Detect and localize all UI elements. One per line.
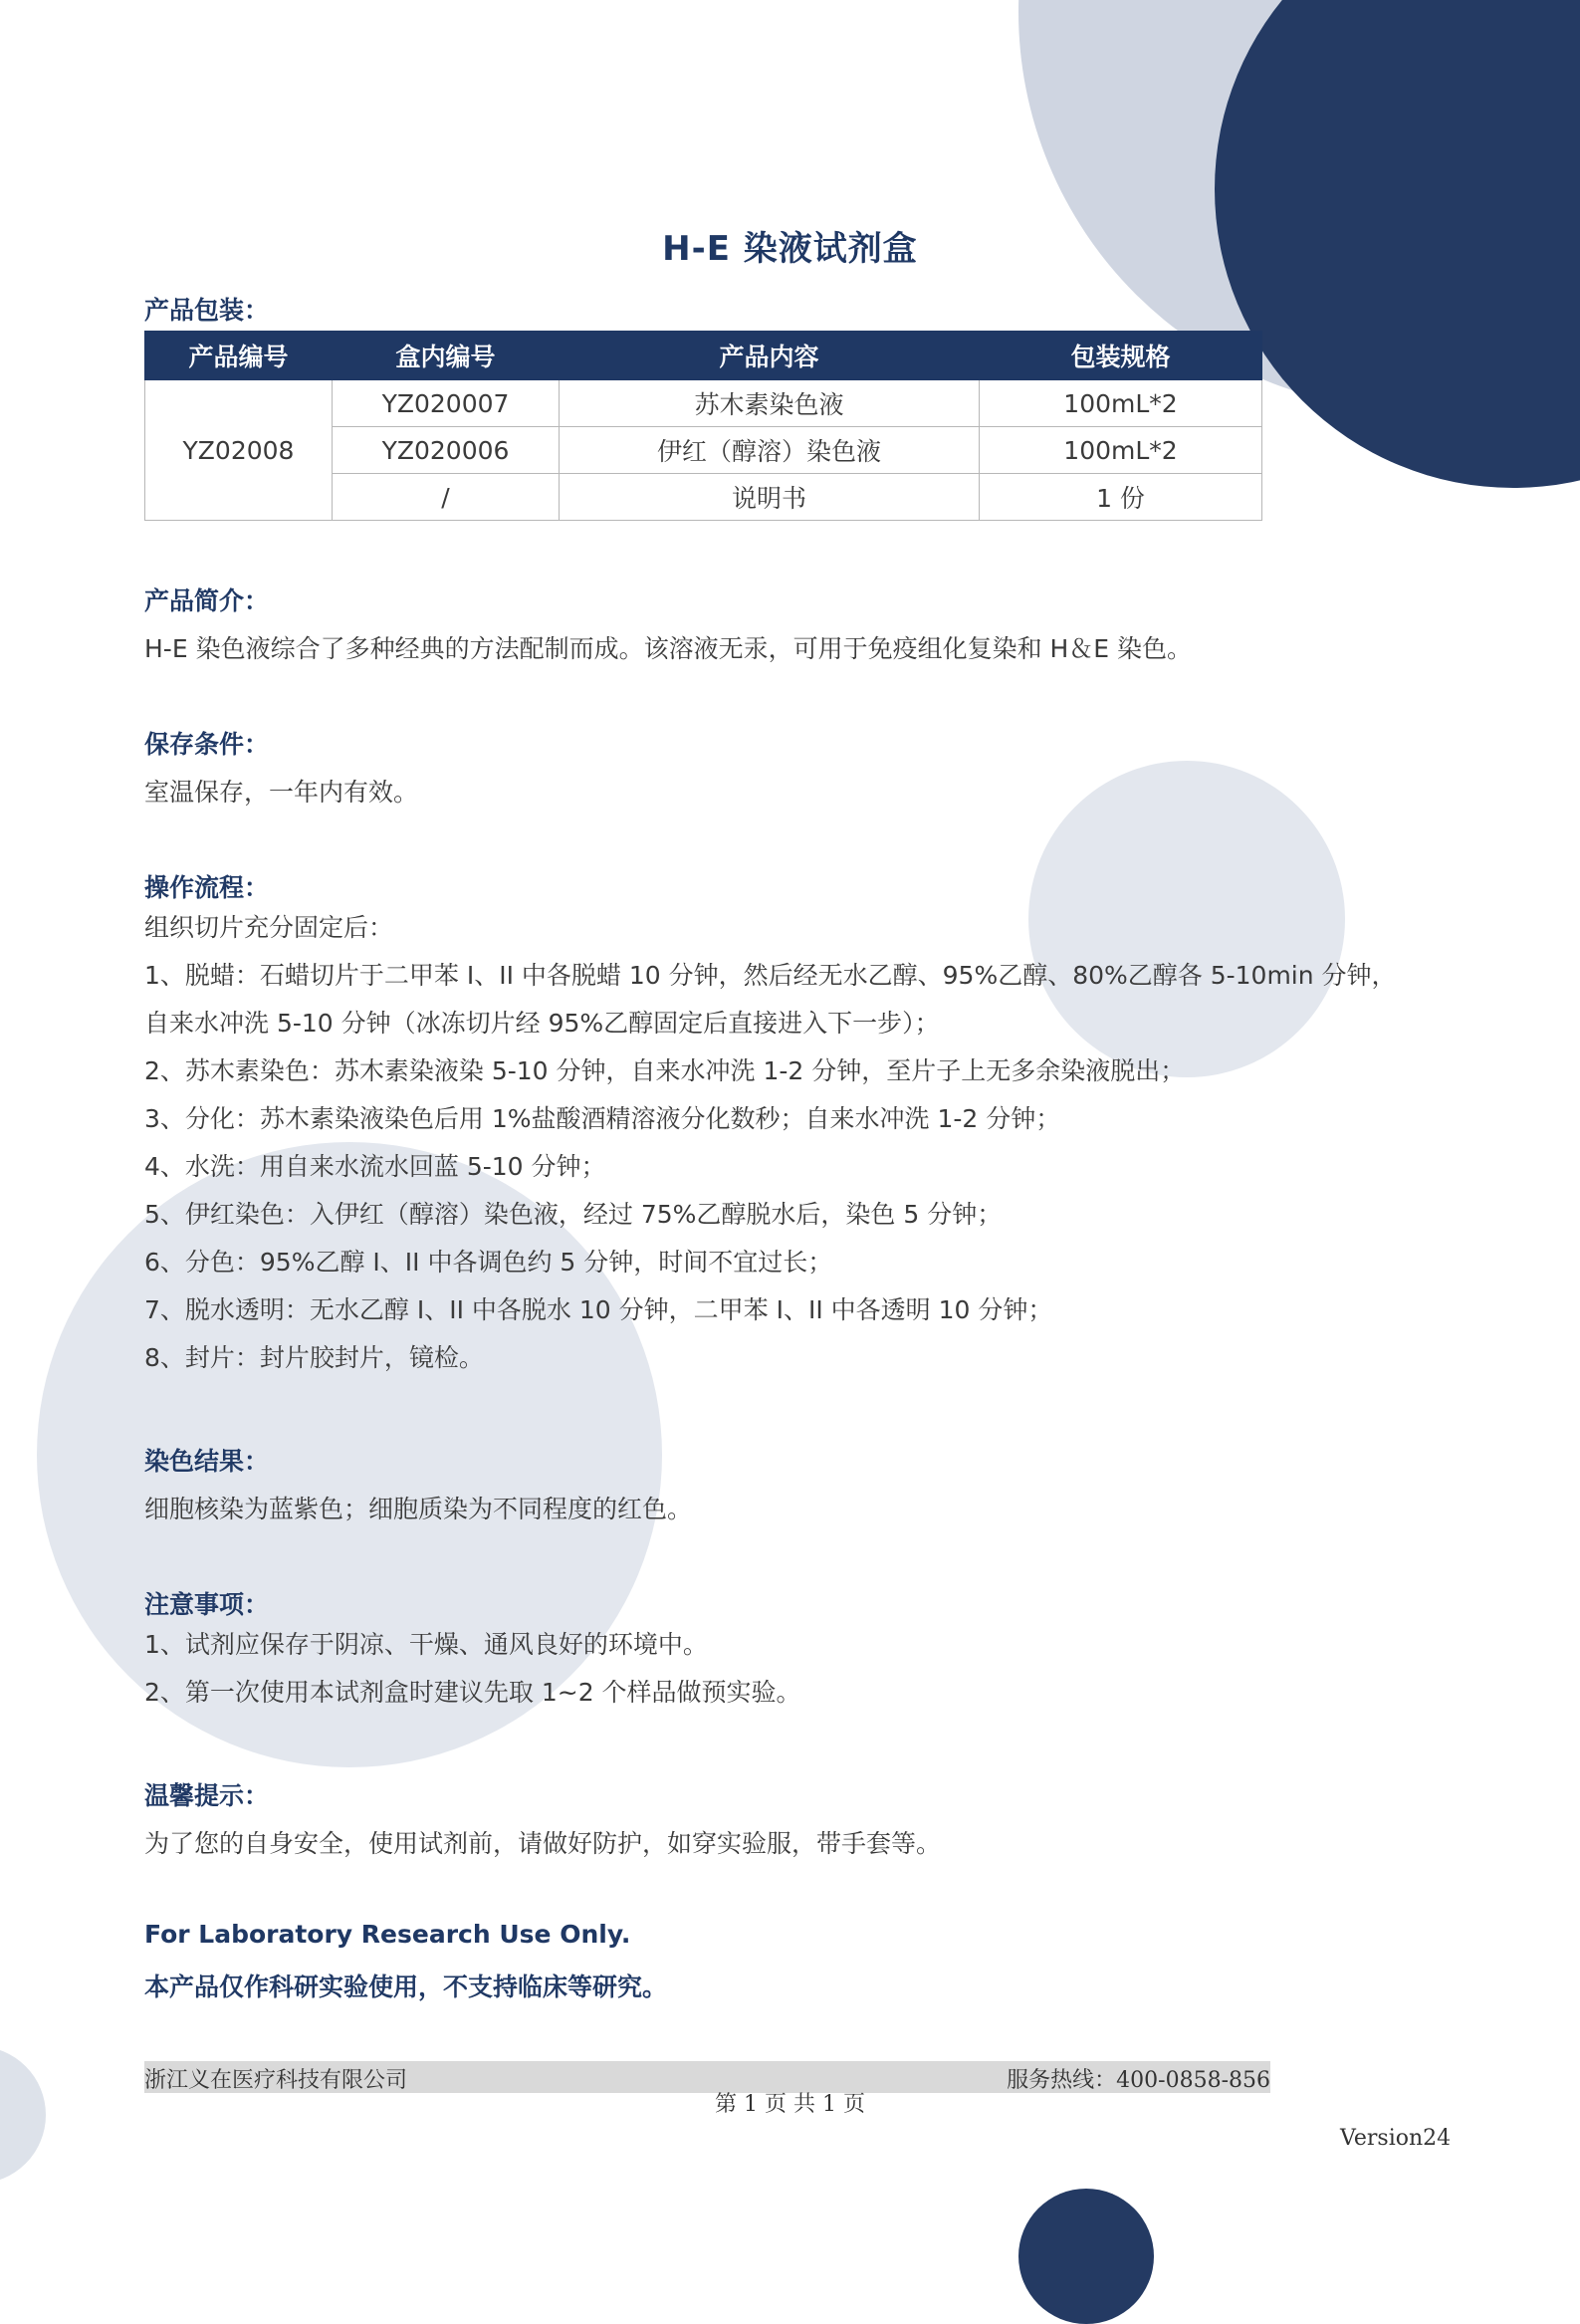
storage-text: 室温保存，一年内有效。: [144, 778, 419, 807]
procedure-steps: [144, 904, 1397, 1382]
company-name: 浙江义在医疗科技有限公司: [144, 2068, 408, 2093]
service-hotline: 服务热线：400-0858-856: [1007, 2068, 1270, 2093]
notes-list: [144, 1621, 801, 1717]
result-heading: 染色结果：: [144, 1447, 270, 1476]
list-item: 3、分化：苏木素染液染色后用 1%盐酸酒精溶液分化数秒；自来水冲洗 1-2 分钟；: [144, 1104, 1061, 1133]
result-text: 细胞核染为蓝紫色；细胞质染为不同程度的红色。: [144, 1495, 693, 1523]
box-code-cell: /: [333, 474, 560, 521]
tips-text: 为了您的自身安全，使用试剂前，请做好防护，如穿实验服，带手套等。: [144, 1829, 942, 1858]
column-header: 包装规格: [980, 332, 1262, 380]
spec-cell: 100mL*2: [980, 380, 1262, 427]
content-cell: 苏木素染色液: [560, 380, 980, 427]
disclaimer-en: For Laboratory Research Use Only.: [144, 1920, 631, 1949]
spec-cell: 1 份: [980, 474, 1262, 521]
column-header: 产品内容: [560, 332, 980, 380]
list-item: 1、试剂应保存于阴凉、干燥、通风良好的环境中。: [144, 1630, 708, 1659]
content-cell: 伊红（醇溶）染色液: [560, 427, 980, 474]
column-header: 盒内编号: [333, 332, 560, 380]
list-item: 2、第一次使用本试剂盒时建议先取 1~2 个样品做预实验。: [144, 1678, 801, 1707]
packaging-heading: 产品包装：: [144, 296, 270, 325]
procedure-heading: 操作流程：: [144, 873, 270, 902]
decorative-circle-dark: [1018, 2189, 1154, 2324]
intro-text: H-E 染色液综合了多种经典的方法配制而成。该溶液无汞，可用于免疫组化复染和 H＆E 染色。: [144, 634, 1193, 663]
list-item: 8、封片：封片胶封片，镜检。: [144, 1343, 484, 1372]
storage-heading: 保存条件：: [144, 730, 270, 759]
page-number: 第 1 页 共 1 页: [715, 2092, 865, 2117]
box-code-cell: YZ020006: [333, 427, 560, 474]
document-title: H-E 染液试剂盒: [662, 229, 918, 269]
product-code-cell: YZ02008: [145, 380, 333, 521]
notes-heading: 注意事项：: [144, 1590, 270, 1619]
list-item: 自来水冲洗 5-10 分钟（冰冻切片经 95%乙醇固定后直接进入下一步）；: [144, 1009, 940, 1038]
version-label: Version24: [1340, 2126, 1452, 2151]
table-row: [145, 380, 1262, 427]
list-item: 1、脱蜡：石蜡切片于二甲苯 I、II 中各脱蜡 10 分钟，然后经无水乙醇、95%乙醇、80%乙醇各 5-10min 分钟，: [144, 961, 1397, 990]
list-item: 5、伊红染色：入伊红（醇溶）染色液，经过 75%乙醇脱水后，染色 5 分钟；: [144, 1200, 1003, 1229]
tips-heading: 温馨提示：: [144, 1781, 270, 1810]
box-code-cell: YZ020007: [333, 380, 560, 427]
spec-cell: 100mL*2: [980, 427, 1262, 474]
intro-heading: 产品简介：: [144, 586, 270, 615]
disclaimer-zh: 本产品仅作科研实验使用，不支持临床等研究。: [144, 1973, 668, 2001]
content-cell: 说明书: [560, 474, 980, 521]
table-header-row: [145, 332, 1262, 380]
list-item: 6、分色：95%乙醇 I、II 中各调色约 5 分钟，时间不宜过长；: [144, 1248, 833, 1277]
packaging-table: [144, 331, 1262, 521]
list-item: 7、脱水透明：无水乙醇 I、II 中各脱水 10 分钟，二甲苯 I、II 中各透明 10 分钟；: [144, 1295, 1053, 1324]
list-item: 4、水洗：用自来水流水回蓝 5-10 分钟；: [144, 1152, 606, 1181]
column-header: 产品编号: [145, 332, 333, 380]
list-item: 组织切片充分固定后：: [144, 913, 394, 942]
list-item: 2、苏木素染色：苏木素染液染 5-10 分钟，自来水冲洗 1-2 分钟，至片子上无多余染液脱出；: [144, 1056, 1186, 1085]
